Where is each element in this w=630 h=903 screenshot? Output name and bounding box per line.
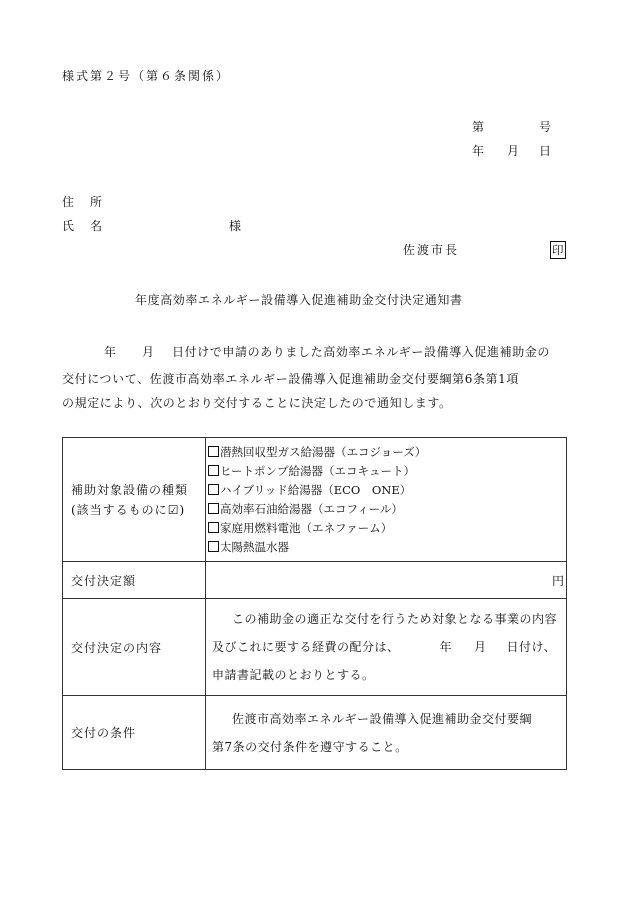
number-gou: 号 xyxy=(539,120,552,134)
address-label: 住 所 xyxy=(62,195,105,209)
table-row-conditions xyxy=(63,696,567,770)
equipment-label-cell xyxy=(63,438,206,562)
body-line-3: の規定により、次のとおり交付することに決定したので通知します。 xyxy=(62,396,452,410)
body-line-1: 日付けで申請のありました高効率エネルギー設備導入促進補助金の xyxy=(172,345,551,359)
equipment-list-cell xyxy=(206,438,567,562)
checkbox-icon[interactable] xyxy=(208,484,219,495)
amount-label: 交付決定額 xyxy=(63,562,206,599)
checkbox-icon[interactable] xyxy=(208,465,219,476)
content-label: 交付決定の内容 xyxy=(63,599,206,696)
checked-box-icon: ☑ xyxy=(167,502,180,517)
seal-mark: 印 xyxy=(552,243,564,257)
equipment-item: ヒートポンプ給湯器（エコキュート） xyxy=(208,462,566,481)
date-month: 月 xyxy=(507,144,520,158)
content-text: この補助金の適正な交付を行うため対象となる事業の内容 及びこれに要する経費の配分は、 年 月 日付け、 申請書記載のとおりとする。 xyxy=(206,599,567,696)
table-row-equipment xyxy=(63,438,567,562)
number-dai: 第 xyxy=(472,120,485,134)
table-row-content xyxy=(63,599,567,696)
name-label: 氏 名 xyxy=(62,219,105,233)
table-row-amount xyxy=(63,562,567,599)
body-year: 年 xyxy=(104,345,117,359)
issuer-title: 佐渡市長 xyxy=(403,243,460,257)
equipment-item: ハイブリッド給湯器（ECO ONE） xyxy=(208,481,566,500)
body-line-2: 交付について、佐渡市高効率エネルギー設備導入促進補助金交付要綱第6条第1項 xyxy=(62,372,519,386)
equipment-item: 家庭用燃料電池（エネファーム） xyxy=(208,519,566,538)
checkbox-icon[interactable] xyxy=(208,503,219,514)
checkbox-icon[interactable] xyxy=(208,522,219,533)
equipment-label: 補助対象設備の種類 xyxy=(71,482,189,497)
equipment-item: 潜熱回収型ガス給湯器（エコジョーズ） xyxy=(208,443,566,462)
conditions-text: 佐渡市高効率エネルギー設備導入促進補助金交付要綱 第7条の交付条件を遵守すること。 xyxy=(206,696,567,770)
equipment-hint: (該当するものに☑) xyxy=(71,502,186,517)
date-day: 日 xyxy=(539,144,552,158)
decision-table xyxy=(62,437,567,770)
equipment-item: 高効率石油給湯器（エコフィール） xyxy=(208,500,566,519)
amount-unit[interactable]: 円 xyxy=(206,562,567,599)
honorific-sama: 様 xyxy=(229,219,242,233)
conditions-label: 交付の条件 xyxy=(63,696,206,770)
form-id: 様式第２号（第６条関係） xyxy=(62,69,231,83)
equipment-item: 太陽熱温水器 xyxy=(208,538,566,557)
checkbox-icon[interactable] xyxy=(208,446,219,457)
document-title: 年度高効率エネルギー設備導入促進補助金交付決定通知書 xyxy=(135,293,463,307)
date-year: 年 xyxy=(472,144,485,158)
checkbox-icon[interactable] xyxy=(208,541,219,552)
body-month: 月 xyxy=(142,345,155,359)
